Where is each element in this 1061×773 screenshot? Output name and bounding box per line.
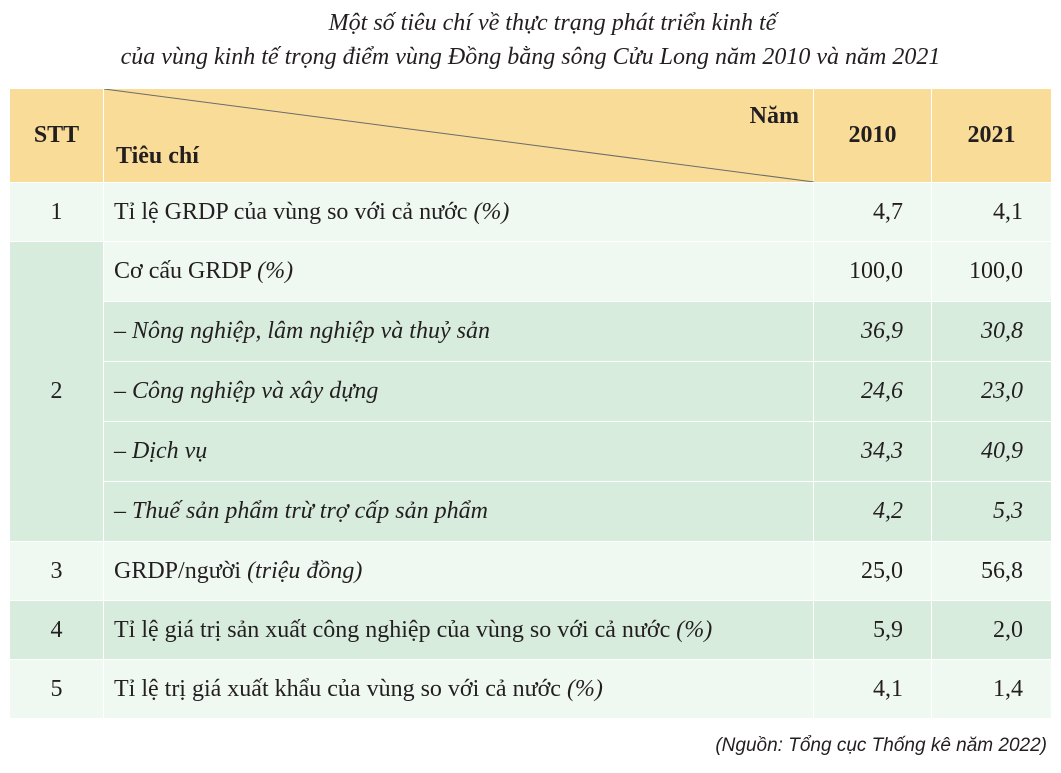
value-2010: 34,3	[814, 422, 932, 482]
row-criteria	[104, 542, 814, 601]
header-stt: STT	[10, 89, 104, 183]
header-criteria-label: Tiêu chí	[116, 143, 199, 169]
source-note: (Nguồn: Tổng cục Thống kê năm 2022)	[715, 735, 1047, 756]
table-row	[10, 542, 1052, 601]
row-stt: 4	[10, 601, 104, 660]
criteria-unit: (%)	[473, 198, 510, 225]
value-2021: 30,8	[932, 302, 1052, 362]
row-stt: 3	[10, 542, 104, 601]
value-2021: 100,0	[932, 242, 1052, 302]
diagonal-line	[104, 89, 814, 182]
value-2010: 100,0	[814, 242, 932, 302]
row-criteria	[104, 601, 814, 660]
criteria-text: Cơ cấu GRDP	[114, 258, 252, 284]
data-table	[9, 88, 1052, 719]
value-2021: 56,8	[932, 542, 1052, 601]
row-criteria	[104, 183, 814, 242]
row-stt: 2	[10, 242, 104, 542]
table-row	[10, 183, 1052, 242]
value-2010: 25,0	[814, 542, 932, 601]
value-2021: 1,4	[932, 660, 1052, 719]
criteria-unit: (%)	[257, 258, 294, 284]
value-2021: 4,1	[932, 183, 1052, 242]
subrow-criteria: – Thuế sản phẩm trừ trợ cấp sản phẩm	[104, 482, 814, 542]
table-header-row	[10, 89, 1052, 183]
value-2021: 23,0	[932, 362, 1052, 422]
value-2010: 5,9	[814, 601, 932, 660]
criteria-text: Tỉ lệ GRDP của vùng so với cả nước	[114, 198, 468, 225]
criteria-text: GRDP/người	[114, 557, 242, 584]
table-subrow	[10, 362, 1052, 422]
table-title-line-2: của vùng kinh tế trọng điểm vùng Đồng bằng sông Cửu Long năm 2010 và năm 2021	[120, 44, 941, 70]
row-stt: 1	[10, 183, 104, 242]
value-2021: 5,3	[932, 482, 1052, 542]
criteria-unit: (%)	[566, 675, 603, 702]
table-subrow	[10, 422, 1052, 482]
value-2021: 40,9	[932, 422, 1052, 482]
table-subrow	[10, 482, 1052, 542]
subrow-criteria: – Nông nghiệp, lâm nghiệp và thuỷ sản	[104, 302, 814, 362]
value-2021: 2,0	[932, 601, 1052, 660]
header-diagonal-cell	[104, 89, 814, 183]
header-year-2021: 2021	[932, 89, 1052, 183]
table-title-line-1: Một số tiêu chí về thực trạng phát triển kinh tế	[328, 10, 777, 36]
subrow-criteria: – Công nghiệp và xây dựng	[104, 362, 814, 422]
row-criteria	[104, 660, 814, 719]
criteria-text: Tỉ lệ giá trị sản xuất công nghiệp của vùng so với cả nước	[114, 616, 671, 643]
criteria-unit: (%)	[676, 616, 713, 643]
row-criteria	[104, 242, 814, 302]
table-row	[10, 660, 1052, 719]
table-subrow	[10, 302, 1052, 362]
criteria-text: Tỉ lệ trị giá xuất khẩu của vùng so với cả nước	[114, 675, 561, 702]
header-year-label: Năm	[749, 103, 799, 129]
table-row	[10, 601, 1052, 660]
value-2010: 24,6	[814, 362, 932, 422]
row-stt: 5	[10, 660, 104, 719]
value-2010: 4,1	[814, 660, 932, 719]
value-2010: 4,2	[814, 482, 932, 542]
value-2010: 36,9	[814, 302, 932, 362]
subrow-criteria: – Dịch vụ	[104, 422, 814, 482]
header-year-2010: 2010	[814, 89, 932, 183]
table-row	[10, 242, 1052, 302]
value-2010: 4,7	[814, 183, 932, 242]
criteria-unit: (triệu đồng)	[247, 557, 363, 584]
